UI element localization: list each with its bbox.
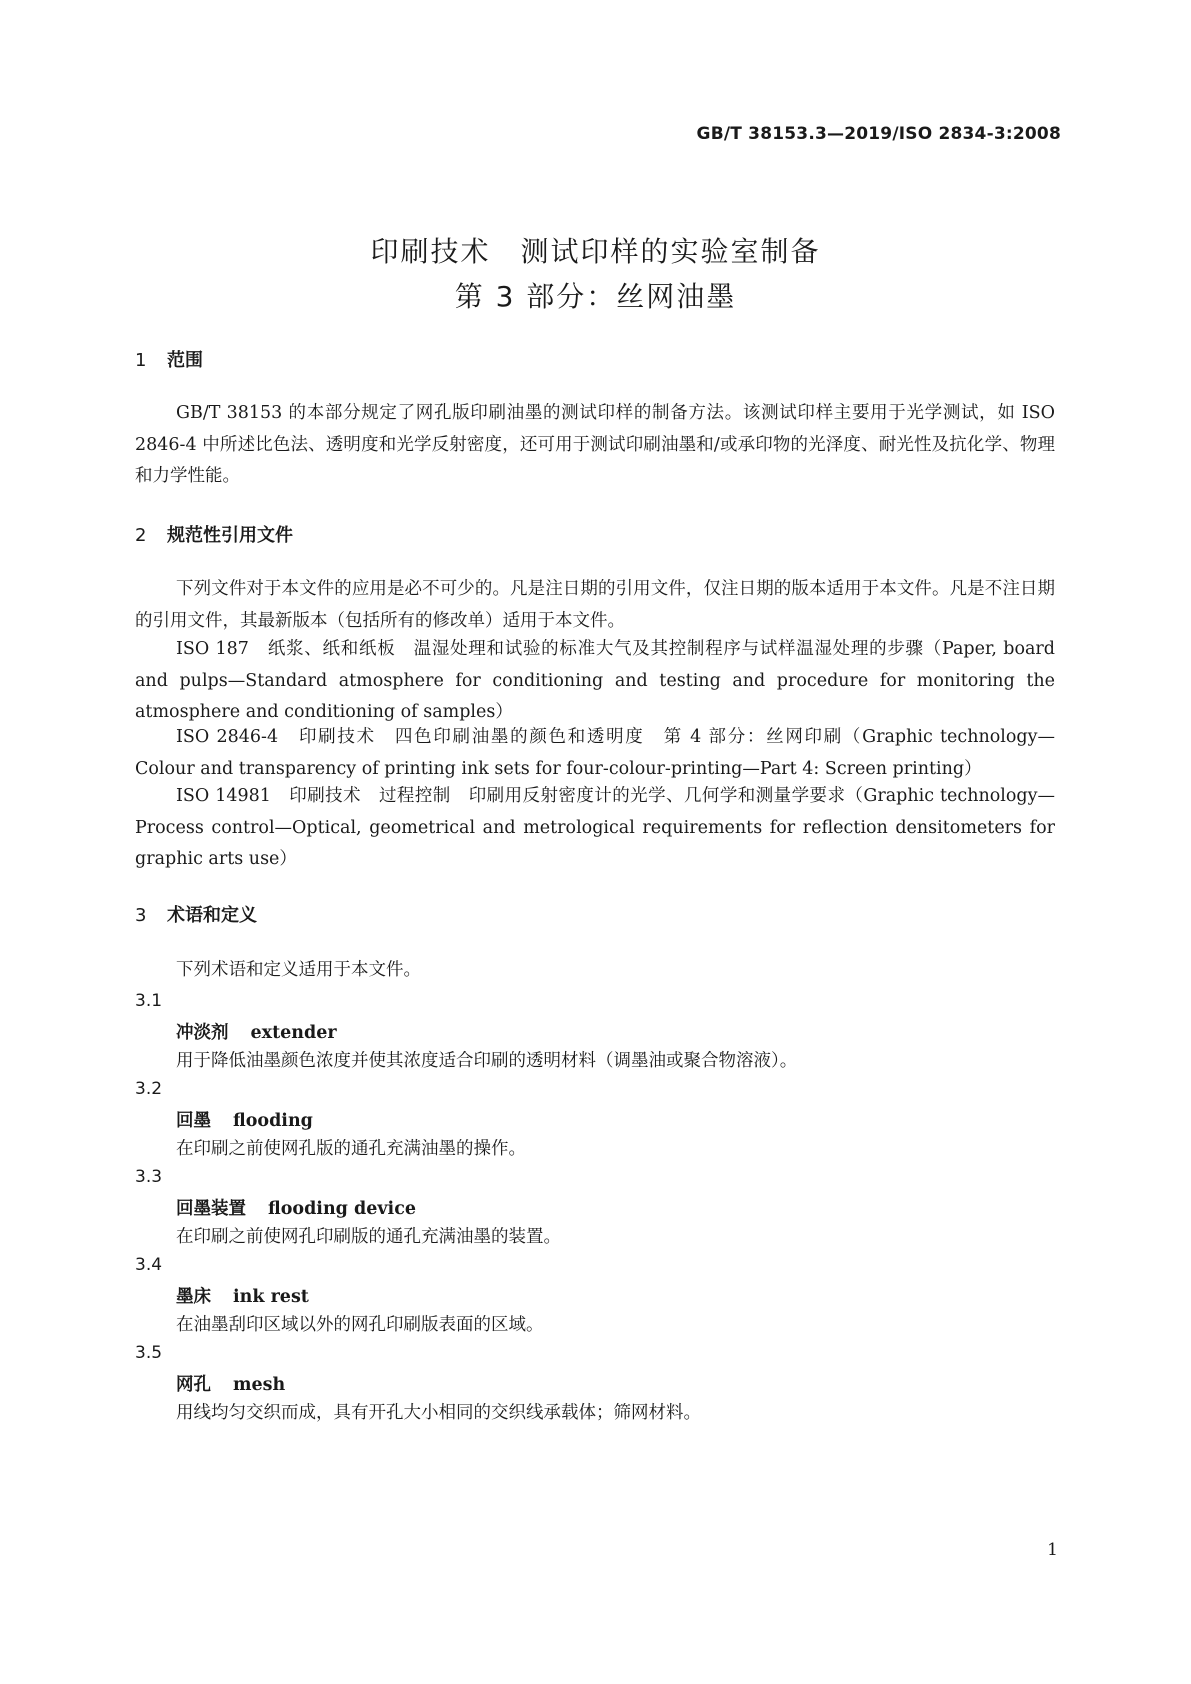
term-en: flooding device [268,1199,416,1219]
term-zh: 回墨装置 [176,1199,246,1219]
term-en: extender [250,1023,337,1043]
section-title: 术语和定义 [167,905,257,926]
term-number: 3.2 [135,1079,163,1099]
term-number: 3.3 [135,1167,163,1187]
page-number: 1 [1047,1540,1058,1560]
term-name [176,1107,313,1132]
document-title-line-1: 印刷技术 测试印样的实验室制备 [370,235,821,268]
term-definition: 在印刷之前使网孔版的通孔充满油墨的操作。 [176,1139,526,1159]
term-en: flooding [233,1111,313,1131]
reference-item: ISO 187 纸浆、纸和纸板 温湿处理和试验的标准大气及其控制程序与试样温湿处理的步骤（Paper, board and pulps—Standard atmosphere for conditioning and testing and procedure for monitoring the atmosphere and conditioning of samples） [135,639,1055,722]
term-number: 3.4 [135,1255,163,1275]
term-definition: 用于降低油墨颜色浓度并使其浓度适合印刷的透明材料（调墨油或聚合物溶液）。 [176,1051,798,1071]
reference-item: ISO 14981 印刷技术 过程控制 印刷用反射密度计的光学、几何学和测量学要求（Graphic technology—Process control—Optical, geometrical and metrological requirements for reflection densitometers for graphic arts use） [135,786,1055,869]
term-name [176,1371,285,1396]
section-number: 3 [135,905,147,926]
section-number: 1 [135,350,147,371]
term-number: 3.1 [135,991,163,1011]
term-definition: 用线均匀交织而成，具有开孔大小相同的交织线承载体；筛网材料。 [176,1403,701,1423]
normative-intro-paragraph: 下列文件对于本文件的应用是必不可少的。凡是注日期的引用文件，仅注日期的版本适用于本文件。凡是不注日期的引用文件，其最新版本（包括所有的修改单）适用于本文件。 [135,579,1055,631]
section-heading-terms [135,901,257,927]
section-number: 2 [135,525,147,546]
term-en: mesh [233,1375,286,1395]
term-zh: 冲淡剂 [176,1023,229,1043]
term-definition: 在油墨刮印区域以外的网孔印刷版表面的区域。 [176,1315,544,1335]
term-zh: 墨床 [176,1287,211,1307]
term-name [176,1019,337,1044]
term-name [176,1283,309,1308]
section-title: 范围 [167,350,203,371]
term-definition: 在印刷之前使网孔印刷版的通孔充满油墨的装置。 [176,1227,561,1247]
terms-intro-paragraph: 下列术语和定义适用于本文件。 [176,960,421,980]
standard-code: GB/T 38153.3—2019/ISO 2834-3:2008 [696,124,1061,144]
term-name [176,1195,416,1220]
term-zh: 回墨 [176,1111,211,1131]
term-zh: 网孔 [176,1375,211,1395]
term-number: 3.5 [135,1343,163,1363]
section-heading-scope [135,346,203,372]
reference-item: ISO 2846-4 印刷技术 四色印刷油墨的颜色和透明度 第 4 部分：丝网印刷（Graphic technology—Colour and transparency of printing ink sets for four-colour-printing—Part 4: Screen printing） [135,727,1055,779]
term-en: ink rest [233,1287,309,1307]
scope-paragraph: GB/T 38153 的本部分规定了网孔版印刷油墨的测试印样的制备方法。该测试印样主要用于光学测试，如 ISO 2846-4 中所述比色法、透明度和光学反射密度，还可用于测试印刷油墨和/或承印物的光泽度、耐光性及抗化学、物理和力学性能。 [135,403,1055,486]
document-title-line-2: 第 3 部分：丝网油墨 [454,280,737,313]
section-heading-normative-references [135,521,293,547]
section-title: 规范性引用文件 [167,525,293,546]
